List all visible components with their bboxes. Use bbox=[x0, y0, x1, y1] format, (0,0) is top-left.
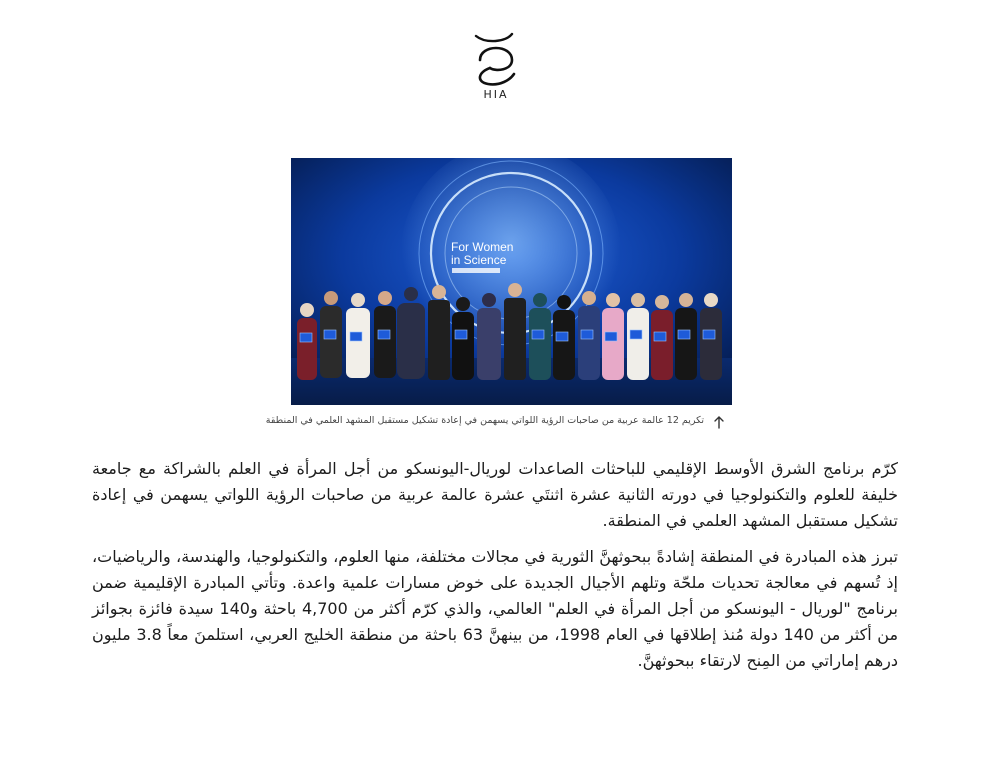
brand-logo-text: HIA bbox=[483, 88, 509, 101]
article-photo[interactable] bbox=[291, 158, 732, 405]
brand-logo[interactable] bbox=[466, 30, 526, 104]
article-body bbox=[92, 456, 898, 684]
arrow-up-icon[interactable] bbox=[712, 414, 726, 430]
article-paragraph-1: كرّم برنامج الشرق الأوسط الإقليمي للباحثات الصاعدات لوريال-اليونسكو من أجل المرأة في العلم بالشراكة مع جامعة خليفة للعلوم والتكنولوجيا في دورته الثانية عشرة اثنتَي عشرة عالمة عربية من صاحبات الرؤية اللواتي يسهمن في إعادة تشكيل مستقبل المشهد العلمي في المنطقة. bbox=[92, 459, 898, 530]
caption-text: تكريم 12 عالمة عربية من صاحبات الرؤية اللواتي يسهمن في إعادة تشكيل مستقبل المشهد العلمي في المنطقة bbox=[265, 415, 704, 426]
photo-screen-text-2: in Science bbox=[451, 253, 507, 267]
photo-screen-text-1: For Women bbox=[451, 240, 514, 254]
photo-caption bbox=[265, 412, 732, 434]
article-paragraph-2: تبرز هذه المبادرة في المنطقة إشادةً ببحوثهنَّ الثورية في مجالات مختلفة، منها العلوم، والتكنولوجيا، والهندسة، والرياضيات، إذ تُسهم في معالجة تحديات ملحّة وتلهم الأجيال الجديدة على خوض مسارات علمية واعدة. وتأتي المبادرة الإقليمية ضمن برنامج "لوريال - اليونسكو من أجل المرأة في العلم" العالمي، والذي كرّم أكثر من 4,700 باحثة و140 سيدة فائزة بجوائز من أكثر من 140 دولة مُنذ إطلاقها في العام 1998، من بينهنَّ 63 باحثة من منطقة الخليج العربي، استلمنَ معاً 3.8 مليون درهم إماراتي من المِنح لارتقاء ببحوثهنَّ. bbox=[92, 547, 899, 670]
event-photo bbox=[291, 158, 732, 405]
brand-logo-mark bbox=[466, 30, 526, 88]
